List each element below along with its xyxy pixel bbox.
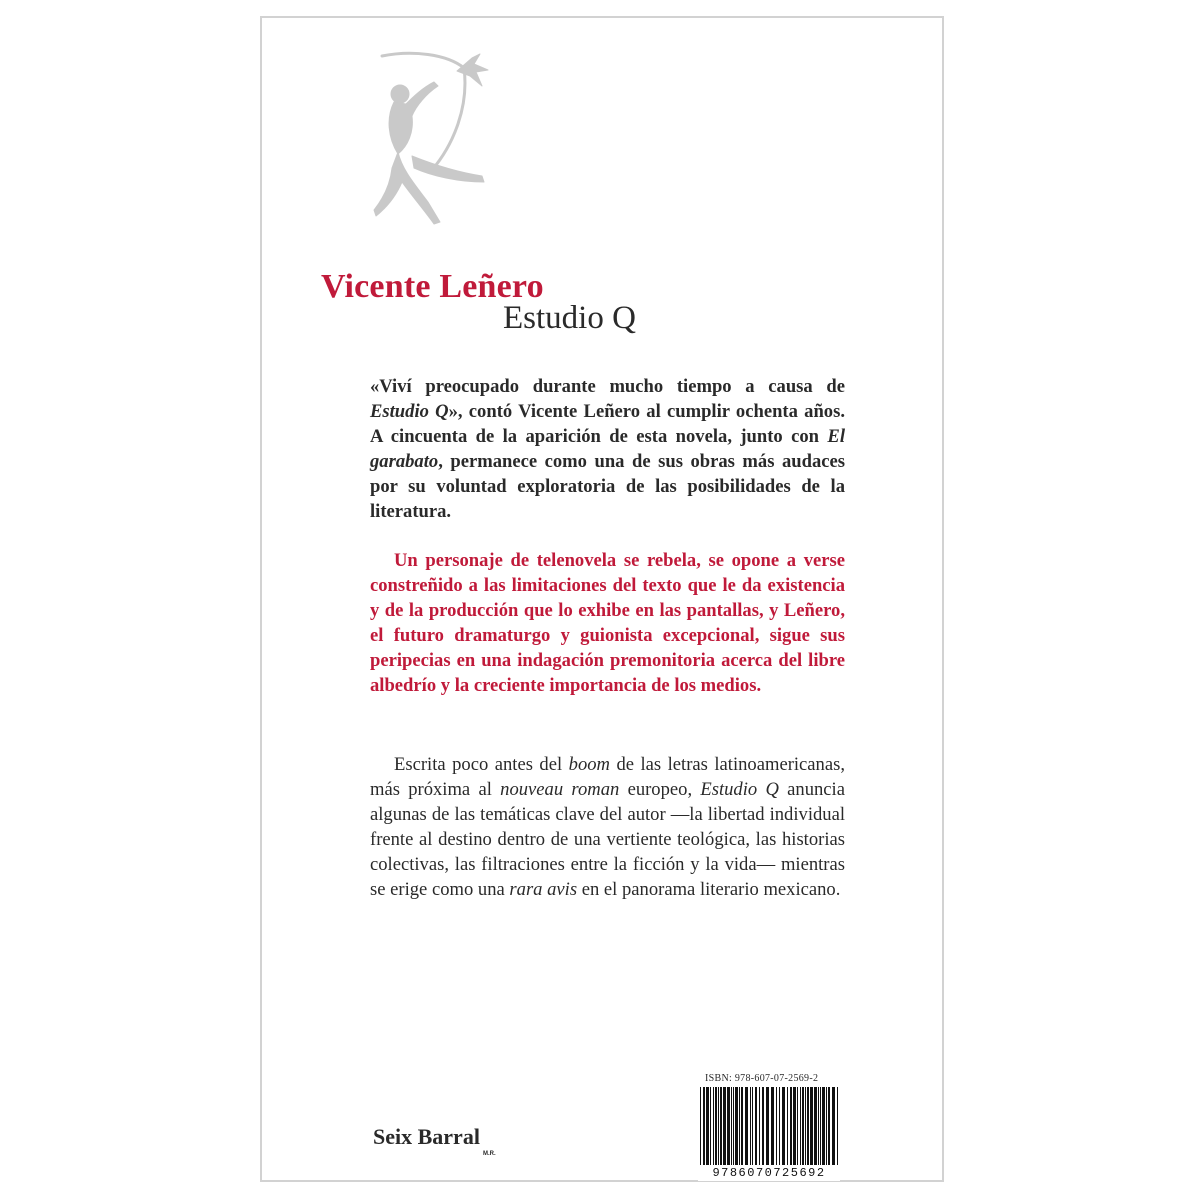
- barcode-bar: [782, 1087, 785, 1165]
- book-back-cover: [260, 16, 944, 1182]
- barcode-bar: [810, 1087, 813, 1165]
- text-run: Estudio Q: [370, 401, 449, 422]
- barcode-bar: [828, 1087, 830, 1165]
- barcode-bar: [805, 1087, 806, 1165]
- barcode-bar: [779, 1087, 780, 1165]
- text-run: », contó Vicente Leñero al cumplir ochenta años. A cincuenta de la aparición de esta novela, junto con: [370, 401, 845, 447]
- barcode-bar: [733, 1087, 734, 1165]
- barcode-bar: [820, 1087, 821, 1165]
- archer-figure-icon: [372, 46, 502, 226]
- barcode-bar: [787, 1087, 788, 1165]
- barcode-bar: [807, 1087, 809, 1165]
- barcode-bar: [727, 1087, 730, 1165]
- barcode-bar: [741, 1087, 743, 1165]
- text-run: anuncia algunas de las temáticas clave del autor —la libertad individual frente al destino dentro de una vertiente teológica, las historias colectivas, las filtraciones entre la ficción y la vida— mientras se erige como una: [370, 779, 845, 900]
- barcode-bar: [752, 1087, 753, 1165]
- barcode-digits: 9786070725692: [698, 1165, 840, 1181]
- text-run: rara avis: [509, 879, 578, 900]
- barcode-bar: [759, 1087, 760, 1165]
- isbn-label: ISBN: 978-607-07-2569-2: [705, 1073, 819, 1084]
- barcode-bar: [739, 1087, 740, 1165]
- barcode-bar: [750, 1087, 751, 1165]
- barcode-bar: [706, 1087, 709, 1175]
- text-run: «Viví preocupado durante mucho tiempo a causa de: [370, 376, 845, 397]
- text-run: Escrita poco antes del: [394, 754, 569, 775]
- text-run: Estudio Q: [700, 779, 779, 800]
- barcode-bar: [710, 1087, 711, 1165]
- text-run: en el panorama literario mexicano.: [577, 879, 841, 900]
- barcode-bar: [720, 1087, 722, 1165]
- text-run: , permanece como una de sus obras más audaces por su voluntad exploratoria de las posibilidades de la literatura.: [370, 451, 845, 522]
- blurb-paragraph-1: [370, 374, 845, 524]
- barcode-bar: [793, 1087, 796, 1165]
- barcode-bar: [700, 1087, 701, 1175]
- text-run: boom: [568, 754, 610, 775]
- barcode-bar: [826, 1087, 827, 1165]
- barcode-bar: [771, 1087, 774, 1165]
- barcode-bar: [800, 1087, 801, 1165]
- text-run: europeo,: [619, 779, 701, 800]
- barcode-bar: [832, 1087, 835, 1165]
- barcode-bar: [797, 1087, 798, 1165]
- barcode-bar: [837, 1087, 838, 1165]
- author-name: Vicente Leñero: [321, 268, 544, 305]
- barcode-bar: [818, 1087, 819, 1165]
- barcode-bar: [718, 1087, 719, 1165]
- barcode-bar: [762, 1087, 764, 1165]
- barcode-bar: [814, 1087, 817, 1165]
- barcode-bar: [766, 1087, 769, 1165]
- barcode-bar: [755, 1087, 757, 1165]
- barcode-bar: [723, 1087, 726, 1165]
- barcode-bar: [731, 1087, 732, 1165]
- barcode-bar: [703, 1087, 705, 1175]
- blurb-paragraph-2: [370, 548, 845, 698]
- barcode-bar: [822, 1087, 825, 1165]
- book-title: Estudio Q: [503, 300, 636, 336]
- barcode-bar: [802, 1087, 804, 1165]
- text-run: de las letras latinoamericanas, más próxima al: [370, 754, 845, 800]
- barcode-bar: [790, 1087, 792, 1165]
- barcode-bar: [735, 1087, 738, 1165]
- text-run: Un personaje de telenovela se rebela, se opone a verse constreñido a las limitaciones del texto que le da existencia y de la producción que lo exhibe en las pantallas, y Leñero, el futuro dramaturgo y guionista excepcional, sigue sus peripecias en una indagación premonitoria acerca del libre albedrío y la creciente importancia de los medios.: [370, 550, 845, 696]
- publisher-name: Seix Barral: [373, 1124, 480, 1149]
- barcode-bar: [713, 1087, 714, 1165]
- barcode-bar: [745, 1087, 748, 1165]
- barcode-bar: [715, 1087, 717, 1165]
- barcode-bar: [776, 1087, 777, 1165]
- text-run: El garabato: [370, 426, 845, 472]
- text-run: nouveau roman: [500, 779, 620, 800]
- blurb-paragraph-3: [370, 752, 845, 902]
- publisher-mark: M.R.: [483, 1151, 496, 1157]
